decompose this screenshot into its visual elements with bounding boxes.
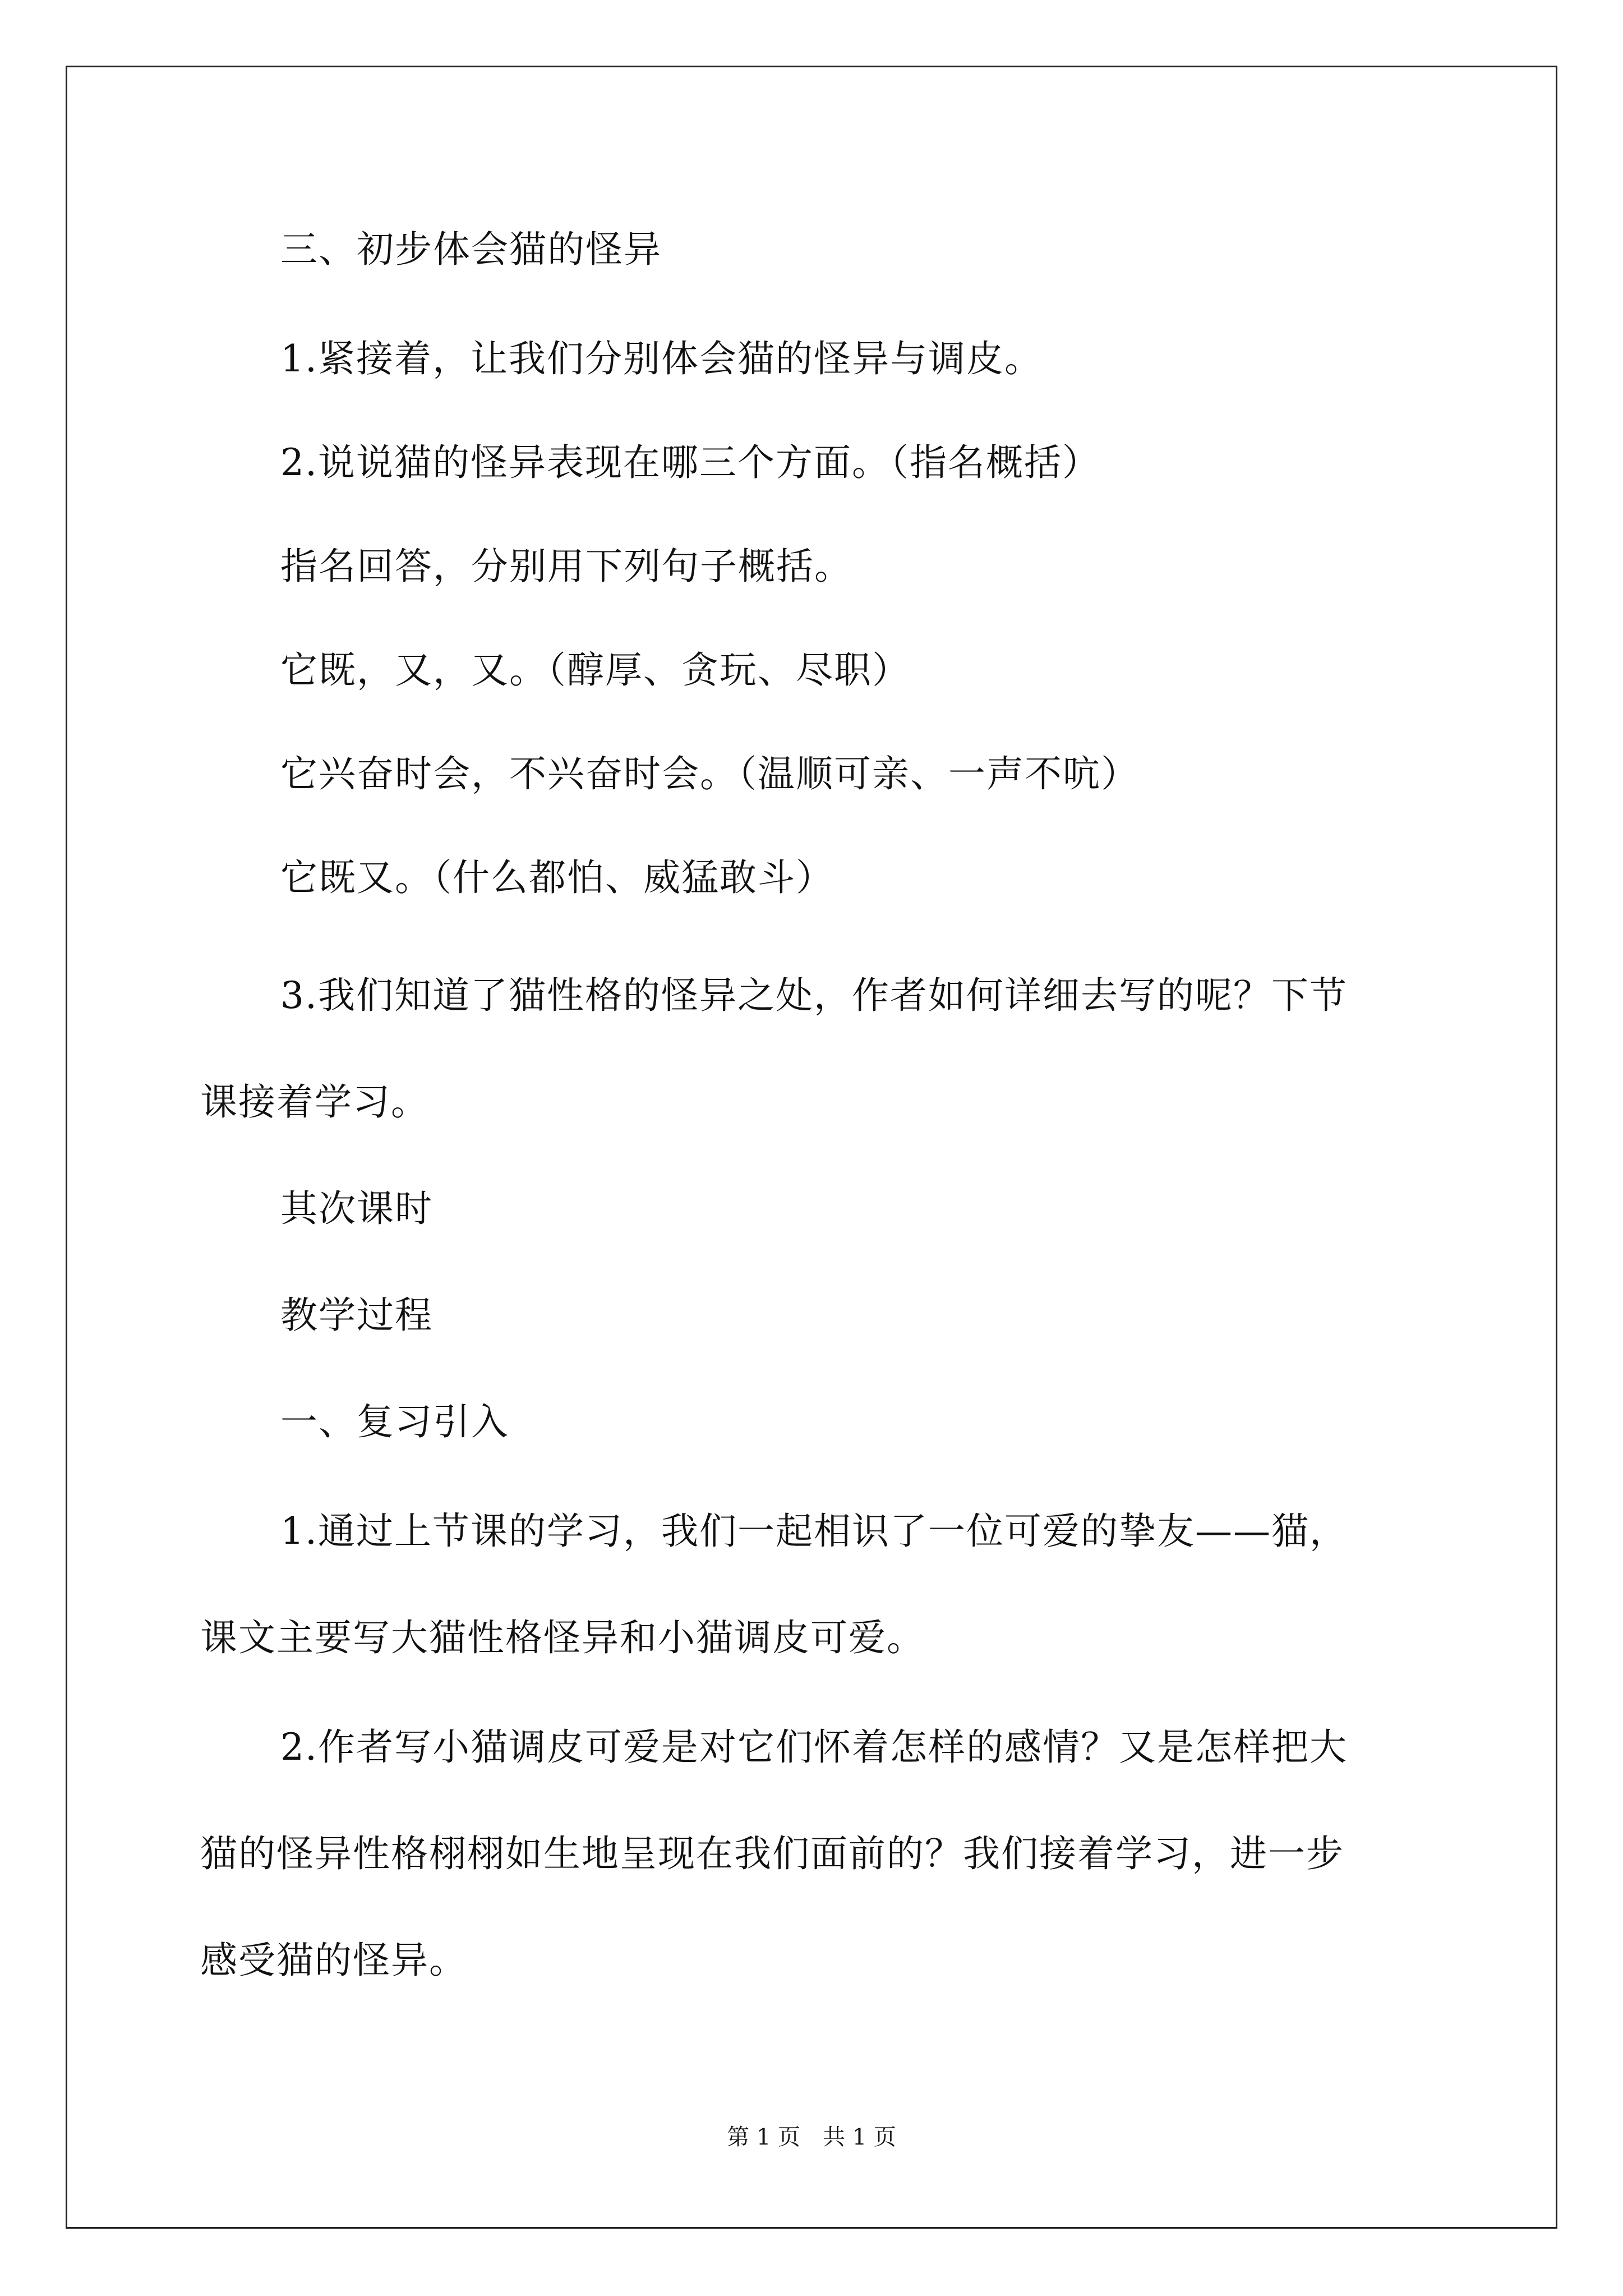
paragraph: 它既又。（什么都怕、威猛敢斗） <box>280 856 834 899</box>
page-border <box>66 66 1557 2229</box>
section-label: 教学过程 <box>280 1294 433 1337</box>
paragraph: 1.通过上节课的学习，我们一起相识了一位可爱的挚友——猫， <box>280 1510 1348 1553</box>
paragraph: 2.作者写小猫调皮可爱是对它们怀着怎样的感情？又是怎样把大 <box>280 1726 1348 1769</box>
lesson-title: 其次课时 <box>280 1187 433 1230</box>
paragraph-continuation: 猫的怪异性格栩栩如生地呈现在我们面前的？我们接着学习，进一步 <box>200 1832 1344 1875</box>
paragraph: 3.我们知道了猫性格的怪异之处，作者如何详细去写的呢？下节 <box>280 974 1348 1017</box>
section-heading-3: 三、初步体会猫的怪异 <box>280 228 662 271</box>
paragraph: 2.说说猫的怪异表现在哪三个方面。（指名概括） <box>280 441 1100 484</box>
page-number: 第 1 页 共 1 页 <box>727 2124 896 2150</box>
section-heading-1: 一、复习引入 <box>280 1400 509 1443</box>
paragraph: 它既，又，又。（醇厚、贪玩、尽职） <box>280 648 910 692</box>
paragraph: 指名回答，分别用下列句子概括。 <box>280 545 852 588</box>
paragraph-continuation: 课接着学习。 <box>200 1080 429 1124</box>
paragraph-continuation: 课文主要写大猫性格怪异和小猫调皮可爱。 <box>200 1616 925 1659</box>
paragraph: 1.紧接着，让我们分别体会猫的怪异与调皮。 <box>280 337 1043 380</box>
paragraph: 它兴奋时会，不兴奋时会。（温顺可亲、一声不吭） <box>280 752 1139 795</box>
paragraph-continuation: 感受猫的怪异。 <box>200 1939 467 1982</box>
